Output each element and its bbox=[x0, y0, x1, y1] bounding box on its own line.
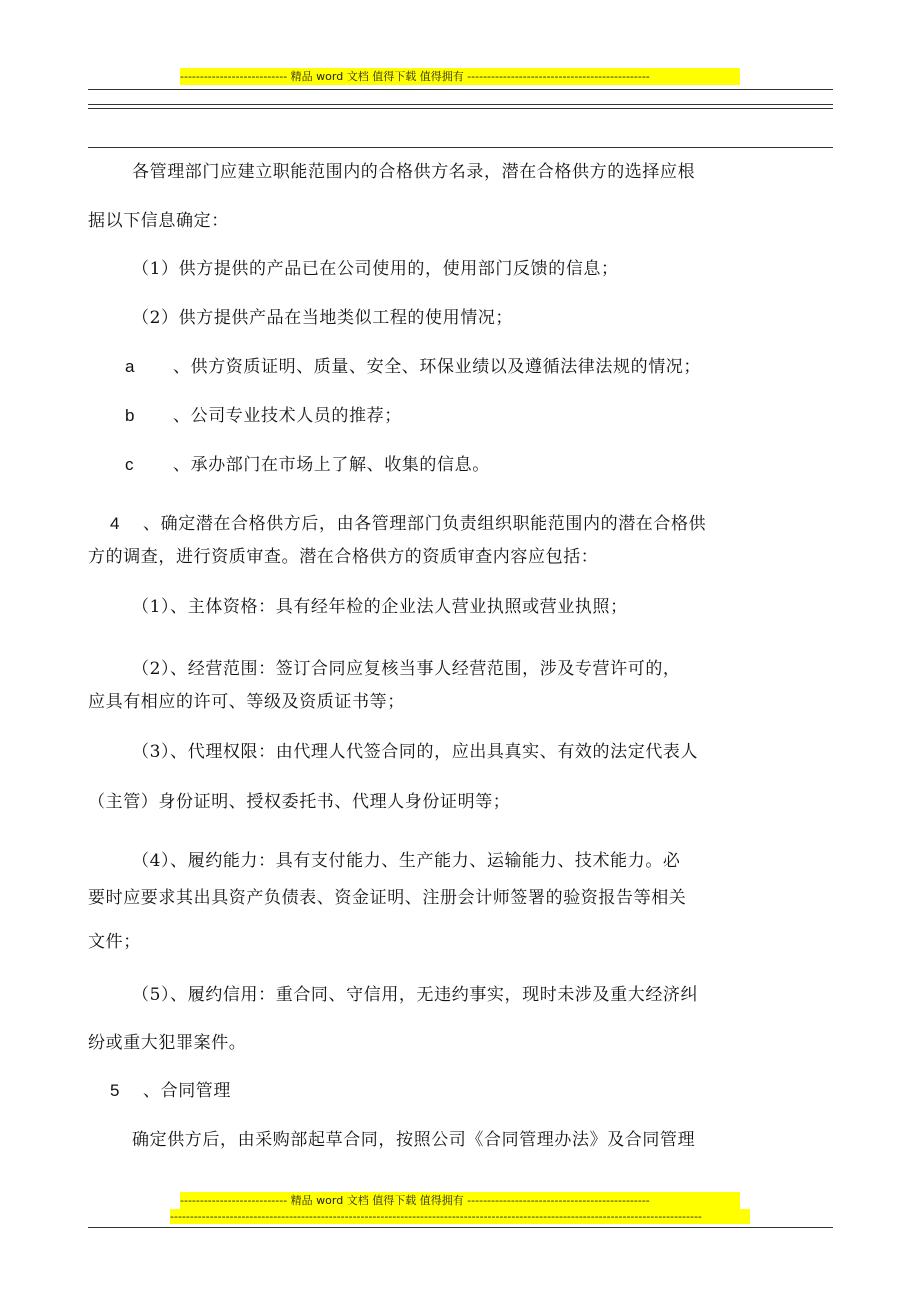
list-label-c: c bbox=[125, 455, 134, 474]
requirement-4-line1: （4）、履约能力：具有支付能力、生产能力、运输能力、技术能力。必 bbox=[132, 851, 681, 871]
requirement-2-line1: （2）、经营范围：签订合同应复核当事人经营范围，涉及专营许可的， bbox=[132, 659, 681, 679]
section-5-number: 5 bbox=[110, 1081, 120, 1100]
requirement-4-line3: 文件； bbox=[88, 932, 141, 952]
paragraph-contract-line1: 确定供方后，由采购部起草合同，按照公司《合同管理办法》及合同管理 bbox=[132, 1130, 696, 1150]
requirement-5-line1: （5）、履约信用：重合同、守信用，无违约事实，现时未涉及重大经济纠 bbox=[132, 985, 699, 1005]
list-item-2: （2）供方提供产品在当地类似工程的使用情况； bbox=[132, 308, 514, 328]
list-item-a: 、供方资质证明、质量、安全、环保业绩以及遵循法律法规的情况； bbox=[173, 357, 701, 377]
requirement-4-line2: 要时应要求其出具资产负债表、资金证明、注册会计师签署的验资报告等相关 bbox=[88, 888, 687, 908]
section-5-title: 、合同管理 bbox=[143, 1081, 231, 1101]
header-rule-bottom bbox=[88, 147, 833, 148]
footer-banner-line2: -------------------------------------------------------------------------------------------------------------------------------------- bbox=[170, 1209, 750, 1224]
requirement-3-line2: （主管）身份证明、授权委托书、代理人身份证明等； bbox=[88, 792, 511, 812]
list-item-c: 、承办部门在市场上了解、收集的信息。 bbox=[173, 455, 490, 475]
footer-banner: --------------------------- 精品 word 文档 值得下载 值得拥有 ---------------------------------------------- bbox=[180, 1192, 740, 1209]
requirement-5-line2: 纷或重大犯罪案件。 bbox=[88, 1033, 247, 1053]
list-item-b: 、公司专业技术人员的推荐； bbox=[173, 406, 402, 426]
header-rule-double-1 bbox=[88, 104, 833, 105]
list-label-a: a bbox=[125, 357, 135, 376]
header-banner: --------------------------- 精品 word 文档 值得下载 值得拥有 ---------------------------------------------- bbox=[180, 68, 740, 85]
section-4-line1: 、确定潜在合格供方后，由各管理部门负责组织职能范围内的潜在合格供 bbox=[143, 514, 707, 534]
section-4-number: 4 bbox=[110, 514, 120, 533]
header-rule-top bbox=[88, 89, 833, 90]
paragraph-intro-line2: 据以下信息确定： bbox=[88, 211, 229, 231]
paragraph-intro-line1: 各管理部门应建立职能范围内的合格供方名录，潜在合格供方的选择应根 bbox=[132, 162, 696, 182]
section-4-line2: 方的调查，进行资质审查。潜在合格供方的资质审查内容应包括： bbox=[88, 547, 599, 567]
list-item-1: （1）供方提供的产品已在公司使用的，使用部门反馈的信息； bbox=[132, 259, 619, 279]
footer-rule bbox=[88, 1227, 833, 1228]
requirement-3-line1: （3）、代理权限：由代理人代签合同的，应出具真实、有效的法定代表人 bbox=[132, 742, 699, 762]
list-label-b: b bbox=[125, 406, 135, 425]
header-rule-double-2 bbox=[88, 108, 833, 109]
requirement-1: （1）、主体资格：具有经年检的企业法人营业执照或营业执照； bbox=[132, 597, 628, 617]
requirement-2-line2: 应具有相应的许可、等级及资质证书等； bbox=[88, 692, 405, 712]
